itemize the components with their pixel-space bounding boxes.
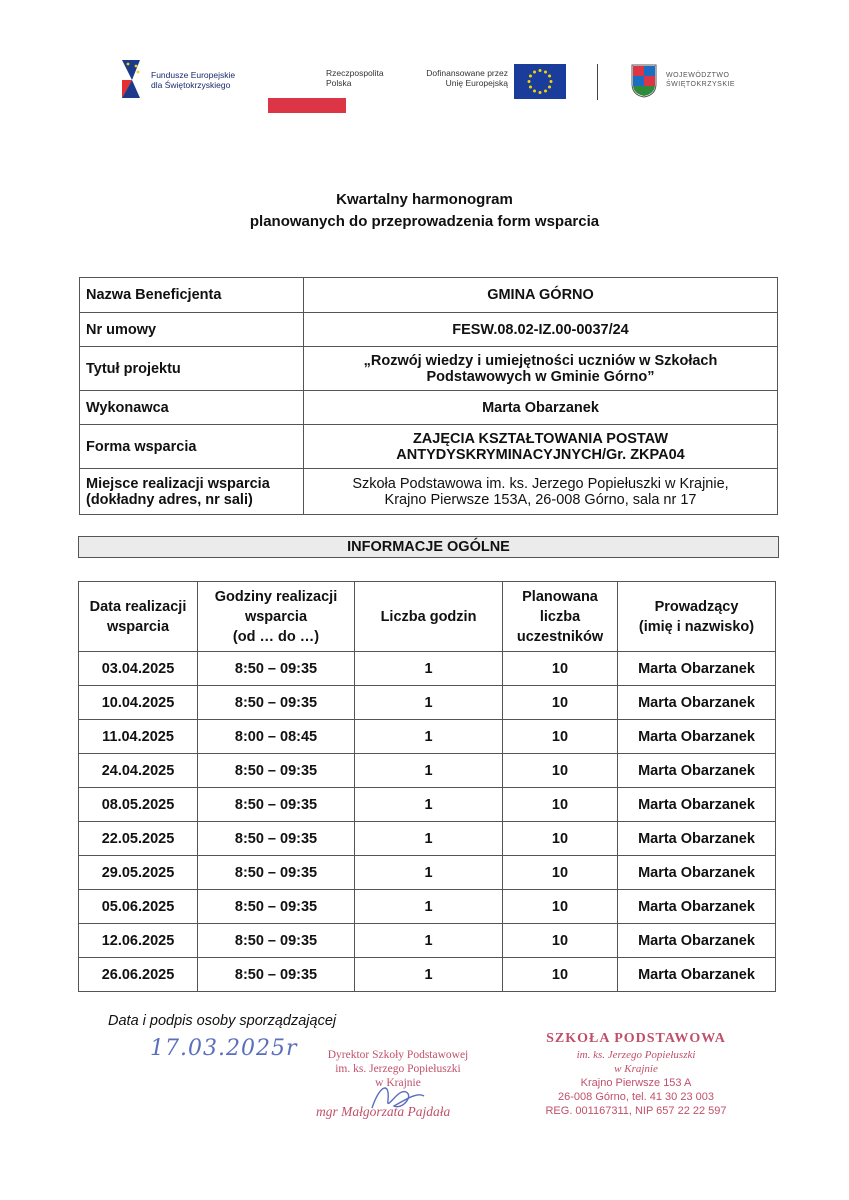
swietokrzyskie-line2: ŚWIĘTOKRZYSKIE [666, 81, 736, 88]
project-info-table [79, 277, 778, 515]
table-row [79, 720, 776, 754]
support-form-label: Forma wsparcia [80, 425, 304, 469]
title-line1: Kwartalny harmonogram [336, 191, 513, 208]
cell-participants: 10 [503, 924, 618, 958]
cell-date: 29.05.2025 [79, 856, 198, 890]
eu-flag-icon [514, 64, 566, 99]
cell-participants: 10 [503, 686, 618, 720]
info-row-beneficiary [80, 278, 778, 313]
info-row-contract [80, 313, 778, 347]
cell-leader: Marta Obarzanek [618, 856, 776, 890]
funds-eu-line1: Fundusze Europejskie [151, 70, 236, 80]
schedule-header-row [79, 582, 776, 652]
eu-cofinanced-text [412, 68, 508, 88]
project-title-line2: Podstawowych w Gminie Górno” [426, 368, 655, 385]
funds-eu-line2: dla Świętokrzyskiego [151, 80, 231, 90]
col-header-participants [503, 582, 618, 652]
funds-eu-mark-icon [118, 56, 144, 100]
cell-count: 1 [355, 958, 503, 992]
cell-count: 1 [355, 822, 503, 856]
document-title [0, 189, 849, 233]
school-stamp-line2: im. ks. Jerzego Popiełuszki [576, 1049, 696, 1061]
cell-leader: Marta Obarzanek [618, 958, 776, 992]
eu-star-icon [533, 70, 536, 73]
cell-date: 22.05.2025 [79, 822, 198, 856]
info-row-support-form [80, 425, 778, 469]
location-label-line1: Miejsce realizacji wsparcia [86, 475, 270, 492]
cell-leader: Marta Obarzanek [618, 788, 776, 822]
swietokrzyskie-text [666, 71, 735, 89]
table-row [79, 686, 776, 720]
table-row [79, 856, 776, 890]
cell-count: 1 [355, 686, 503, 720]
info-row-contractor [80, 391, 778, 425]
eu-cofinanced-line2: Unię Europejską [445, 78, 508, 88]
cell-hours: 8:50 – 09:35 [198, 924, 355, 958]
col-header-date-line1: Data realizacji [89, 598, 187, 615]
cell-hours: 8:50 – 09:35 [198, 652, 355, 686]
cell-date: 08.05.2025 [79, 788, 198, 822]
col-header-participants-line1: Planowana [522, 588, 598, 605]
cell-participants: 10 [503, 754, 618, 788]
info-row-title [80, 347, 778, 391]
table-row [79, 924, 776, 958]
table-row [79, 958, 776, 992]
schedule-table [78, 581, 776, 992]
school-stamp [530, 1030, 742, 1118]
logo-separator [597, 64, 598, 100]
cell-date: 10.04.2025 [79, 686, 198, 720]
col-header-date-line2: wsparcia [106, 618, 170, 635]
contract-value: FESW.08.02-IZ.00-0037/24 [304, 313, 778, 347]
col-header-hours [198, 582, 355, 652]
cell-date: 03.04.2025 [79, 652, 198, 686]
col-header-participants-line3: uczestników [516, 628, 604, 645]
eu-star-icon [539, 69, 542, 72]
general-info-header: INFORMACJE OGÓLNE [78, 536, 779, 558]
director-stamp-line3: w Krajnie [375, 1077, 421, 1089]
table-row [79, 788, 776, 822]
col-header-hours-line2: wsparcia [244, 608, 308, 625]
signature-label: Data i podpis osoby sporządzającej [108, 1013, 337, 1029]
location-value-line1: Szkoła Podstawowa im. ks. Jerzego Popiełuszki w Krajnie, [352, 475, 729, 492]
col-header-date [79, 582, 198, 652]
funds-eu-text [151, 70, 235, 90]
beneficiary-label: Nazwa Beneficjenta [80, 278, 304, 313]
cell-hours: 8:50 – 09:35 [198, 822, 355, 856]
table-row [79, 754, 776, 788]
cell-participants: 10 [503, 822, 618, 856]
location-value-line2: Krajno Pierwsze 153A, 26-008 Górno, sala nr 17 [384, 491, 697, 508]
table-row [79, 652, 776, 686]
cell-count: 1 [355, 890, 503, 924]
col-header-count: Liczba godzin [355, 582, 503, 652]
cell-date: 26.06.2025 [79, 958, 198, 992]
cell-count: 1 [355, 788, 503, 822]
eu-cofinanced-line1: Dofinansowane przez [426, 68, 508, 78]
col-header-hours-line1: Godziny realizacji [214, 588, 338, 605]
eu-star-icon [544, 90, 547, 93]
poland-line2: Polska [326, 78, 352, 88]
cell-participants: 10 [503, 788, 618, 822]
location-label-line2: (dokładny adres, nr sali) [86, 491, 253, 508]
cell-hours: 8:50 – 09:35 [198, 958, 355, 992]
col-header-leader-line1: Prowadzący [654, 598, 739, 615]
cell-participants: 10 [503, 958, 618, 992]
table-row [79, 822, 776, 856]
logo-bar [118, 54, 738, 104]
support-form-line1: ZAJĘCIA KSZTAŁTOWANIA POSTAW [412, 430, 669, 447]
cell-hours: 8:50 – 09:35 [198, 754, 355, 788]
cell-leader: Marta Obarzanek [618, 652, 776, 686]
eu-star-icon [529, 75, 532, 78]
cell-hours: 8:50 – 09:35 [198, 686, 355, 720]
cell-participants: 10 [503, 856, 618, 890]
cell-participants: 10 [503, 890, 618, 924]
cell-count: 1 [355, 924, 503, 958]
eu-star-icon [533, 90, 536, 93]
school-stamp-line6: REG. 001167311, NIP 657 22 22 597 [545, 1105, 727, 1117]
cell-count: 1 [355, 652, 503, 686]
cell-leader: Marta Obarzanek [618, 754, 776, 788]
cell-hours: 8:00 – 08:45 [198, 720, 355, 754]
contract-label: Nr umowy [80, 313, 304, 347]
title-line2: planowanych do przeprowadzenia form wsparcia [249, 213, 600, 230]
location-label [80, 469, 304, 515]
cell-count: 1 [355, 856, 503, 890]
eu-star-icon [539, 91, 542, 94]
cell-date: 11.04.2025 [79, 720, 198, 754]
col-header-leader [618, 582, 776, 652]
project-title-line1: „Rozwój wiedzy i umiejętności uczniów w Szkołach [363, 352, 718, 369]
project-title-value [304, 347, 778, 391]
school-stamp-line4: Krajno Pierwsze 153 A [580, 1077, 692, 1089]
school-stamp-line5: 26-008 Górno, tel. 41 30 23 003 [558, 1091, 714, 1103]
info-row-location [80, 469, 778, 515]
beneficiary-value: GMINA GÓRNO [304, 278, 778, 313]
cell-date: 24.04.2025 [79, 754, 198, 788]
school-stamp-line1: SZKOŁA PODSTAWOWA [546, 1031, 726, 1046]
contractor-label: Wykonawca [80, 391, 304, 425]
cell-leader: Marta Obarzanek [618, 686, 776, 720]
cell-leader: Marta Obarzanek [618, 890, 776, 924]
eu-star-icon [529, 86, 532, 89]
poland-text [326, 68, 384, 88]
cell-date: 05.06.2025 [79, 890, 198, 924]
eu-star-icon [548, 86, 551, 89]
swietokrzyskie-line1: WOJEWÓDZTWO [666, 72, 730, 79]
director-name: mgr Małgorzata Pajdała [316, 1104, 451, 1119]
table-row [79, 890, 776, 924]
col-header-leader-line2: (imię i nazwisko) [638, 618, 755, 635]
eu-star-icon [544, 70, 547, 73]
swietokrzyskie-crest-icon [631, 64, 657, 98]
project-title-label: Tytuł projektu [80, 347, 304, 391]
support-form-value [304, 425, 778, 469]
eu-star-icon [550, 80, 553, 83]
cell-hours: 8:50 – 09:35 [198, 856, 355, 890]
eu-star-icon [528, 80, 531, 83]
support-form-line2: ANTYDYSKRYMINACYJNYCH/Gr. ZKPA04 [396, 446, 685, 463]
cell-participants: 10 [503, 652, 618, 686]
cell-count: 1 [355, 720, 503, 754]
cell-count: 1 [355, 754, 503, 788]
cell-hours: 8:50 – 09:35 [198, 890, 355, 924]
eu-star-icon [548, 75, 551, 78]
col-header-participants-line2: liczba [539, 608, 581, 625]
school-stamp-line3: w Krajnie [614, 1063, 658, 1075]
handwritten-date: 17.03.2025r [150, 1036, 298, 1061]
poland-line1: Rzeczpospolita [326, 68, 384, 78]
col-header-hours-line3: (od … do …) [232, 628, 320, 645]
director-stamp-line2: im. ks. Jerzego Popiełuszki [335, 1063, 461, 1075]
cell-leader: Marta Obarzanek [618, 924, 776, 958]
cell-date: 12.06.2025 [79, 924, 198, 958]
cell-leader: Marta Obarzanek [618, 822, 776, 856]
cell-participants: 10 [503, 720, 618, 754]
contractor-value: Marta Obarzanek [304, 391, 778, 425]
director-stamp-line1: Dyrektor Szkoły Podstawowej [327, 1049, 469, 1061]
cell-hours: 8:50 – 09:35 [198, 788, 355, 822]
location-value [304, 469, 778, 515]
funds-eu-logo [118, 56, 258, 100]
cell-leader: Marta Obarzanek [618, 720, 776, 754]
